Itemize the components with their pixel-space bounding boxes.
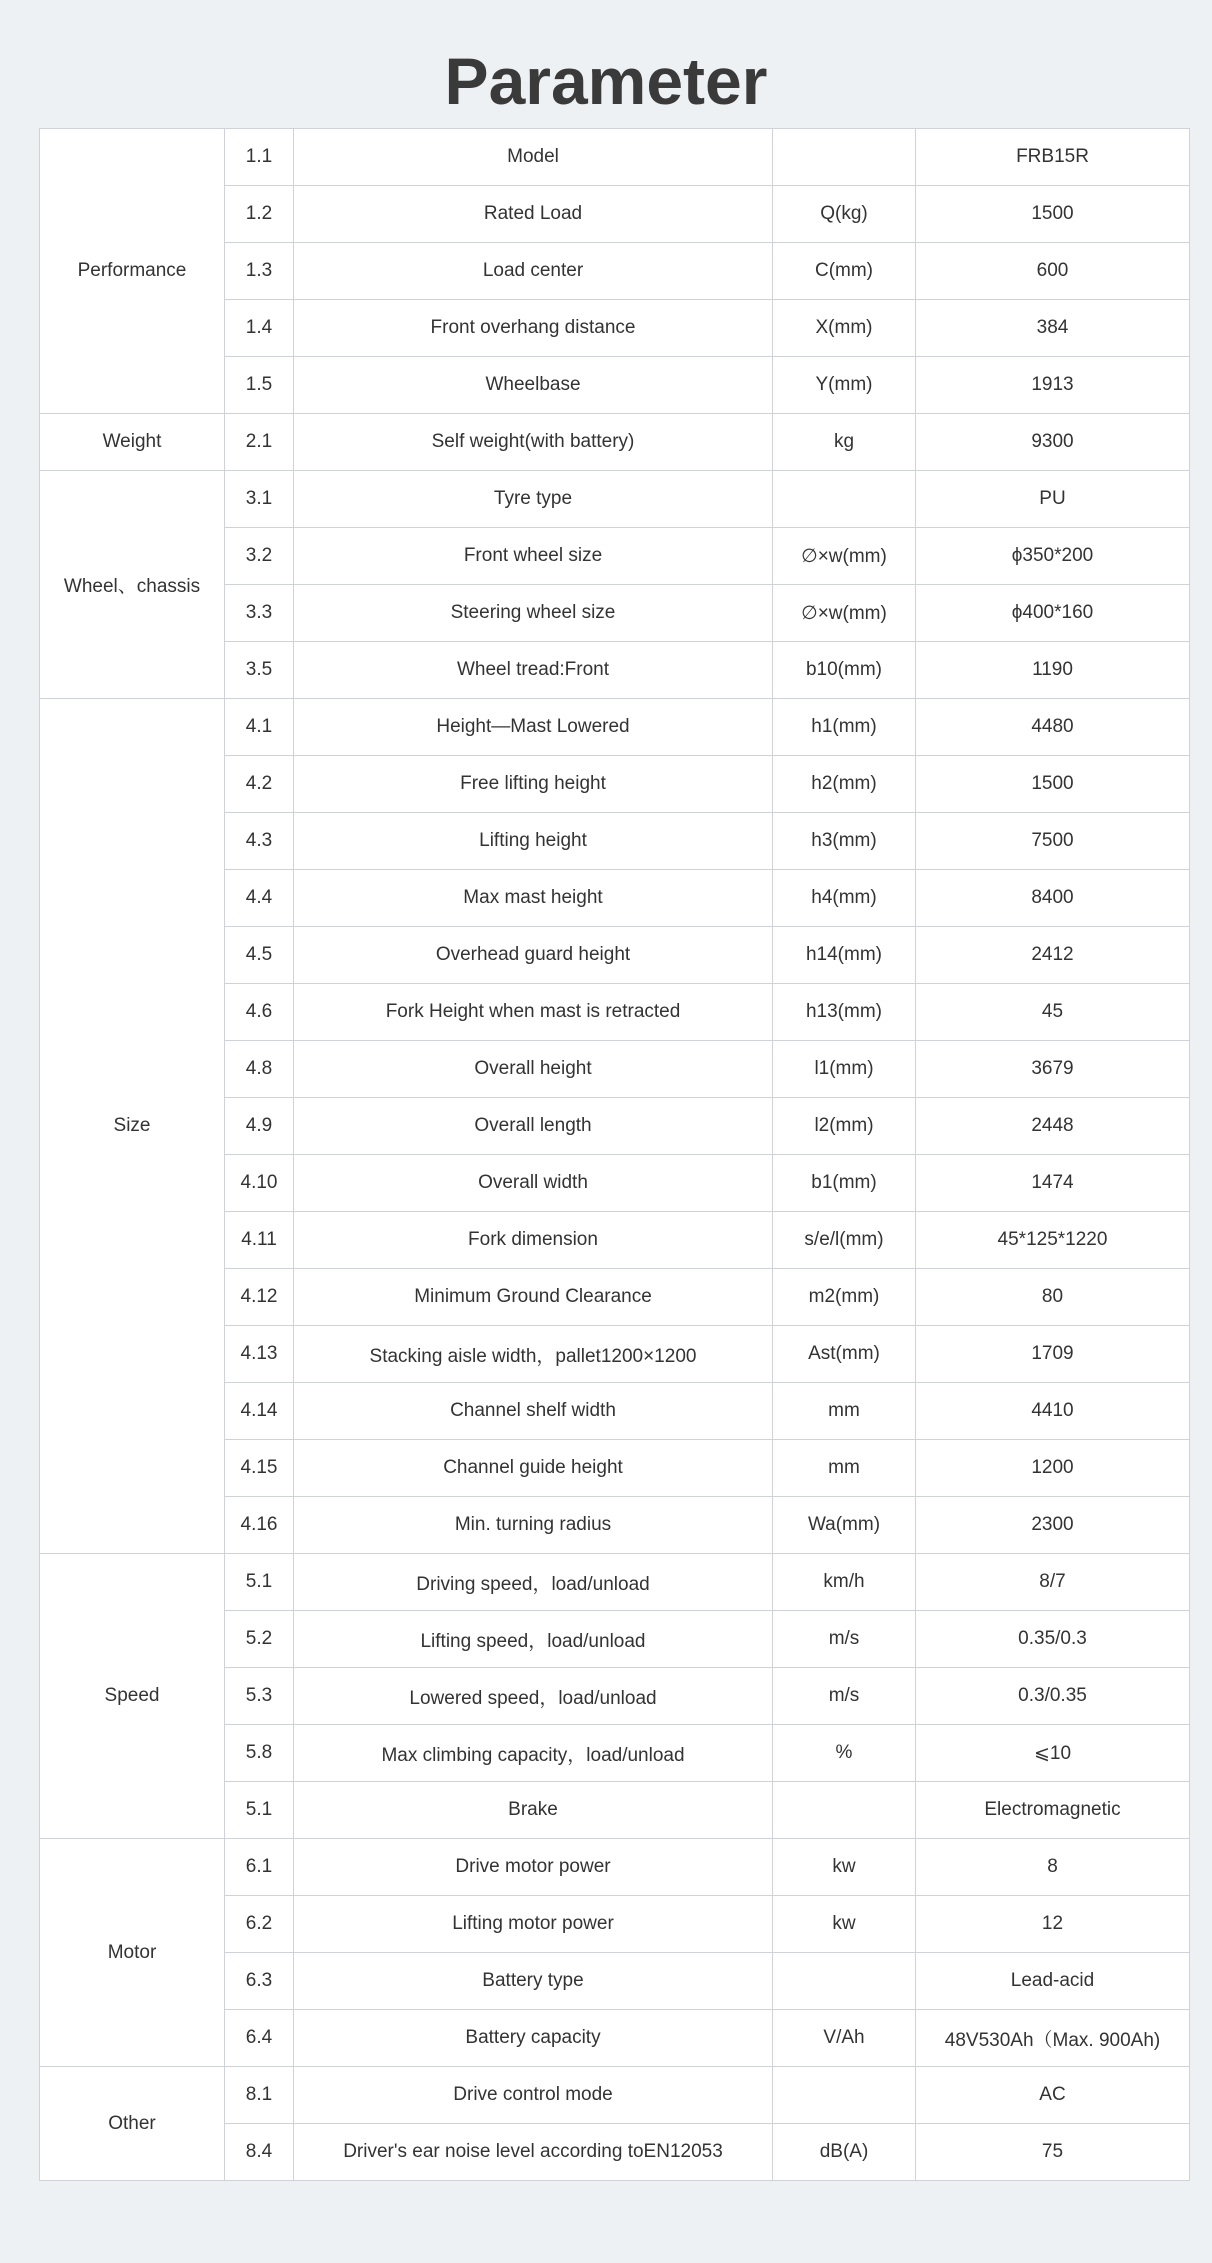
parameter-name: Driving speed，load/unload — [294, 1554, 773, 1611]
parameter-unit — [773, 2067, 916, 2124]
parameter-name: Rated Load — [294, 186, 773, 243]
row-number: 5.1 — [225, 1782, 294, 1839]
table-row — [40, 1554, 1190, 1611]
parameter-name: Driver's ear noise level according toEN12053 — [294, 2124, 773, 2181]
row-number: 6.4 — [225, 2010, 294, 2067]
parameter-value: 48V530Ah（Max. 900Ah) — [916, 2010, 1190, 2067]
parameter-name: Min. turning radius — [294, 1497, 773, 1554]
parameter-unit — [773, 471, 916, 528]
parameter-unit: kw — [773, 1839, 916, 1896]
parameter-value: 1500 — [916, 756, 1190, 813]
parameter-unit: m/s — [773, 1668, 916, 1725]
parameter-unit — [773, 1782, 916, 1839]
parameter-value: Lead-acid — [916, 1953, 1190, 2010]
parameter-value: 12 — [916, 1896, 1190, 1953]
parameter-value: AC — [916, 2067, 1190, 2124]
row-number: 4.9 — [225, 1098, 294, 1155]
parameter-unit: ∅×w(mm) — [773, 585, 916, 642]
parameter-unit: Wa(mm) — [773, 1497, 916, 1554]
parameter-name: Drive control mode — [294, 2067, 773, 2124]
parameter-value: 4410 — [916, 1383, 1190, 1440]
row-number: 4.14 — [225, 1383, 294, 1440]
row-number: 4.8 — [225, 1041, 294, 1098]
table-row — [40, 414, 1190, 471]
parameter-value: 75 — [916, 2124, 1190, 2181]
parameter-unit: h4(mm) — [773, 870, 916, 927]
parameter-unit: C(mm) — [773, 243, 916, 300]
parameter-name: Channel shelf width — [294, 1383, 773, 1440]
table-row — [40, 2067, 1190, 2124]
table-row — [40, 471, 1190, 528]
parameter-unit: l1(mm) — [773, 1041, 916, 1098]
parameter-name: Max climbing capacity，load/unload — [294, 1725, 773, 1782]
row-number: 5.2 — [225, 1611, 294, 1668]
parameter-value: 384 — [916, 300, 1190, 357]
parameter-value: 3679 — [916, 1041, 1190, 1098]
row-number: 6.2 — [225, 1896, 294, 1953]
group-label: Motor — [40, 1839, 225, 2067]
row-number: 6.3 — [225, 1953, 294, 2010]
parameter-name: Load center — [294, 243, 773, 300]
parameter-unit: km/h — [773, 1554, 916, 1611]
parameter-unit: mm — [773, 1383, 916, 1440]
parameter-name: Drive motor power — [294, 1839, 773, 1896]
parameter-value: 45 — [916, 984, 1190, 1041]
row-number: 1.5 — [225, 357, 294, 414]
parameter-name: Lifting height — [294, 813, 773, 870]
row-number: 6.1 — [225, 1839, 294, 1896]
parameter-name: Minimum Ground Clearance — [294, 1269, 773, 1326]
parameter-unit: m2(mm) — [773, 1269, 916, 1326]
row-number: 5.8 — [225, 1725, 294, 1782]
parameter-unit: dB(A) — [773, 2124, 916, 2181]
row-number: 4.11 — [225, 1212, 294, 1269]
parameter-name: Brake — [294, 1782, 773, 1839]
parameter-unit — [773, 1953, 916, 2010]
parameter-value: 4480 — [916, 699, 1190, 756]
parameter-unit: % — [773, 1725, 916, 1782]
row-number: 3.2 — [225, 528, 294, 585]
parameter-unit: mm — [773, 1440, 916, 1497]
parameter-unit: Ast(mm) — [773, 1326, 916, 1383]
row-number: 8.1 — [225, 2067, 294, 2124]
row-number: 4.12 — [225, 1269, 294, 1326]
parameter-unit: Y(mm) — [773, 357, 916, 414]
parameter-table — [39, 128, 1190, 2181]
parameter-value: 8 — [916, 1839, 1190, 1896]
parameter-value: 1190 — [916, 642, 1190, 699]
parameter-name: Self weight(with battery) — [294, 414, 773, 471]
row-number: 4.2 — [225, 756, 294, 813]
parameter-value: 80 — [916, 1269, 1190, 1326]
row-number: 3.1 — [225, 471, 294, 528]
parameter-name: Channel guide height — [294, 1440, 773, 1497]
parameter-name: Lifting motor power — [294, 1896, 773, 1953]
parameter-value: ϕ400*160 — [916, 585, 1190, 642]
row-number: 4.1 — [225, 699, 294, 756]
parameter-unit: h1(mm) — [773, 699, 916, 756]
row-number: 8.4 — [225, 2124, 294, 2181]
parameter-name: Front overhang distance — [294, 300, 773, 357]
table-row — [40, 699, 1190, 756]
row-number: 3.5 — [225, 642, 294, 699]
parameter-value: 0.3/0.35 — [916, 1668, 1190, 1725]
parameter-value: 2412 — [916, 927, 1190, 984]
parameter-unit: ∅×w(mm) — [773, 528, 916, 585]
parameter-name: Lifting speed，load/unload — [294, 1611, 773, 1668]
parameter-name: Fork Height when mast is retracted — [294, 984, 773, 1041]
parameter-name: Overall height — [294, 1041, 773, 1098]
parameter-name: Battery type — [294, 1953, 773, 2010]
parameter-unit: V/Ah — [773, 2010, 916, 2067]
parameter-name: Steering wheel size — [294, 585, 773, 642]
row-number: 3.3 — [225, 585, 294, 642]
parameter-unit: h14(mm) — [773, 927, 916, 984]
parameter-name: Wheelbase — [294, 357, 773, 414]
parameter-value: 1500 — [916, 186, 1190, 243]
group-label: Wheel、chassis — [40, 471, 225, 699]
parameter-name: Lowered speed，load/unload — [294, 1668, 773, 1725]
parameter-value: 1200 — [916, 1440, 1190, 1497]
parameter-unit: b10(mm) — [773, 642, 916, 699]
table-row — [40, 129, 1190, 186]
page-title: Parameter — [444, 44, 768, 119]
parameter-value: ⩽10 — [916, 1725, 1190, 1782]
parameter-value: 7500 — [916, 813, 1190, 870]
parameter-unit: kw — [773, 1896, 916, 1953]
parameter-value: 2300 — [916, 1497, 1190, 1554]
row-number: 4.4 — [225, 870, 294, 927]
parameter-unit: m/s — [773, 1611, 916, 1668]
parameter-value: 1709 — [916, 1326, 1190, 1383]
group-label: Other — [40, 2067, 225, 2181]
parameter-name: Battery capacity — [294, 2010, 773, 2067]
parameter-name: Max mast height — [294, 870, 773, 927]
parameter-name: Wheel tread:Front — [294, 642, 773, 699]
parameter-unit: l2(mm) — [773, 1098, 916, 1155]
parameter-name: Fork dimension — [294, 1212, 773, 1269]
parameter-value: 8400 — [916, 870, 1190, 927]
parameter-unit: h13(mm) — [773, 984, 916, 1041]
row-number: 5.1 — [225, 1554, 294, 1611]
parameter-unit — [773, 129, 916, 186]
parameter-unit: Q(kg) — [773, 186, 916, 243]
group-label: Performance — [40, 129, 225, 414]
row-number: 4.5 — [225, 927, 294, 984]
parameter-name: Tyre type — [294, 471, 773, 528]
row-number: 1.1 — [225, 129, 294, 186]
parameter-name: Model — [294, 129, 773, 186]
parameter-name: Overall length — [294, 1098, 773, 1155]
row-number: 4.15 — [225, 1440, 294, 1497]
parameter-value: 0.35/0.3 — [916, 1611, 1190, 1668]
parameter-value: 1913 — [916, 357, 1190, 414]
row-number: 4.3 — [225, 813, 294, 870]
row-number: 4.10 — [225, 1155, 294, 1212]
parameter-value: 2448 — [916, 1098, 1190, 1155]
parameter-value: 600 — [916, 243, 1190, 300]
parameter-name: Overhead guard height — [294, 927, 773, 984]
parameter-value: ϕ350*200 — [916, 528, 1190, 585]
parameter-value: 1474 — [916, 1155, 1190, 1212]
row-number: 1.3 — [225, 243, 294, 300]
parameter-value: 9300 — [916, 414, 1190, 471]
parameter-name: Overall width — [294, 1155, 773, 1212]
group-label: Speed — [40, 1554, 225, 1839]
parameter-name: Height—Mast Lowered — [294, 699, 773, 756]
parameter-value: 8/7 — [916, 1554, 1190, 1611]
group-label: Weight — [40, 414, 225, 471]
row-number: 2.1 — [225, 414, 294, 471]
parameter-name: Free lifting height — [294, 756, 773, 813]
parameter-value: 45*125*1220 — [916, 1212, 1190, 1269]
parameter-value: Electromagnetic — [916, 1782, 1190, 1839]
parameter-unit: h3(mm) — [773, 813, 916, 870]
parameter-unit: X(mm) — [773, 300, 916, 357]
parameter-unit: s/e/l(mm) — [773, 1212, 916, 1269]
parameter-unit: h2(mm) — [773, 756, 916, 813]
row-number: 4.13 — [225, 1326, 294, 1383]
row-number: 1.2 — [225, 186, 294, 243]
group-label: Size — [40, 699, 225, 1554]
parameter-value: PU — [916, 471, 1190, 528]
row-number: 1.4 — [225, 300, 294, 357]
row-number: 4.6 — [225, 984, 294, 1041]
row-number: 4.16 — [225, 1497, 294, 1554]
parameter-table-body — [40, 129, 1190, 2181]
parameter-unit: b1(mm) — [773, 1155, 916, 1212]
parameter-name: Stacking aisle width，pallet1200×1200 — [294, 1326, 773, 1383]
parameter-value: FRB15R — [916, 129, 1190, 186]
row-number: 5.3 — [225, 1668, 294, 1725]
parameter-name: Front wheel size — [294, 528, 773, 585]
table-row — [40, 1839, 1190, 1896]
parameter-unit: kg — [773, 414, 916, 471]
